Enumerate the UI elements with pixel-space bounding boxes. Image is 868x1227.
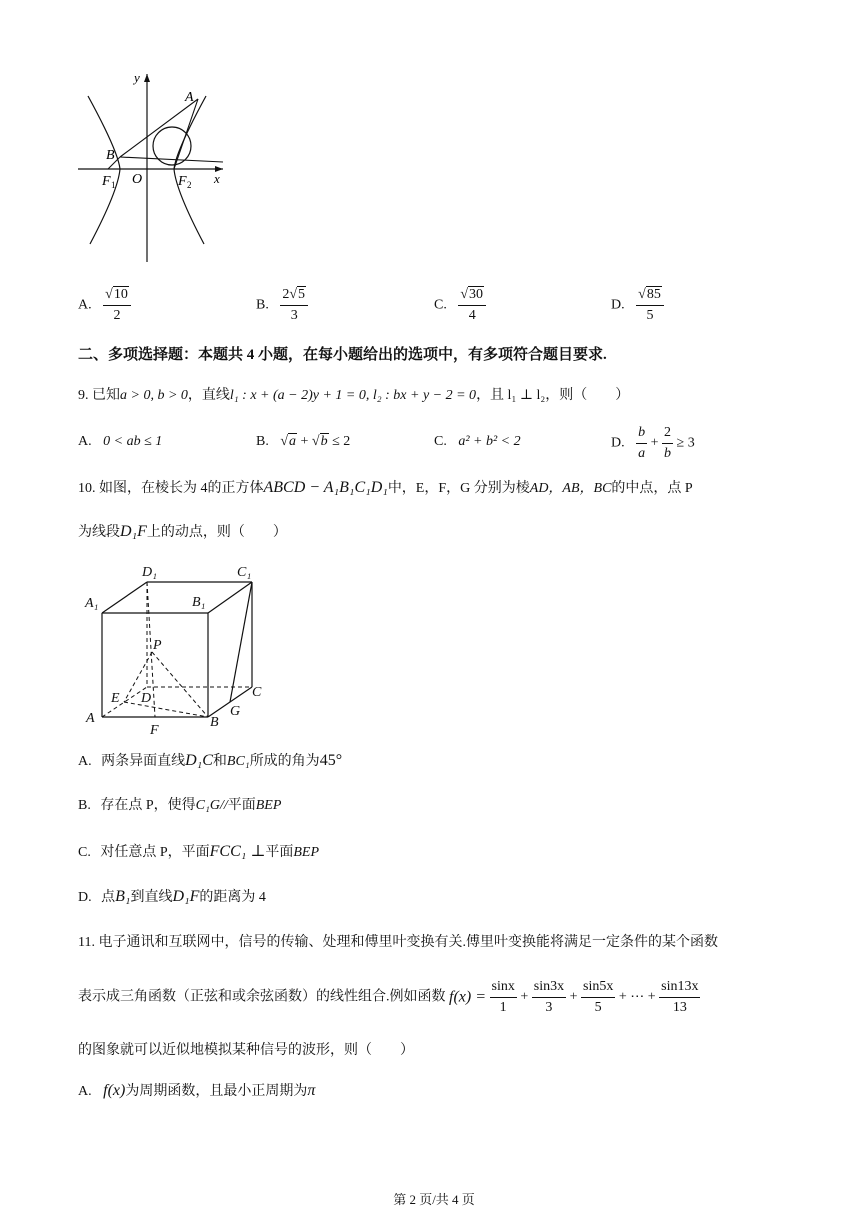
edge-C1B1 bbox=[208, 582, 252, 613]
label-F: F bbox=[150, 723, 159, 738]
label-A: A bbox=[185, 90, 194, 105]
label-D: D bbox=[141, 691, 152, 706]
label-x: x bbox=[214, 171, 220, 186]
label-G: G bbox=[230, 704, 241, 719]
hyperbola-left-branch bbox=[88, 96, 120, 244]
label-C: C bbox=[252, 685, 262, 700]
cube-figure bbox=[80, 560, 280, 740]
q10-option-a[interactable]: A. 两条异面直线D₁C和BC₁所成的角为45° bbox=[78, 752, 343, 769]
line-BA bbox=[120, 99, 198, 157]
segment-C1G bbox=[230, 582, 252, 702]
q9-option-c[interactable]: C. a² + b² < 2 bbox=[434, 434, 521, 449]
q10-option-c[interactable]: C. 对任意点 P，平面FCC₁ ⊥平面BEP bbox=[78, 843, 320, 860]
q9-stem: 9. 已知a > 0, b > 0，直线l₁ : x + (a − 2)y + 1 = 0, l₂ : bx + y − 2 = 0，且 l₁ ⊥ l₂，则（ ） bbox=[78, 388, 630, 403]
q9-option-d[interactable]: D. $\frac{b}{a}$ + $\frac{2}{b}$ ≥ 3 bbox=[611, 425, 695, 461]
label-D1: D₁ bbox=[142, 565, 157, 580]
label-E: E bbox=[111, 691, 120, 706]
q8-option-b[interactable]: B. $\frac{2√5}{3}$ bbox=[256, 285, 308, 326]
q11-option-a[interactable]: A. f(x)为周期函数，且最小正周期为π bbox=[78, 1082, 316, 1099]
hyperbola-right-branch bbox=[174, 96, 206, 244]
label-P: P bbox=[153, 638, 162, 653]
q10-option-b[interactable]: B. 存在点 P，使得C₁G//平面BEP bbox=[78, 798, 282, 813]
label-A1: A₁ bbox=[85, 596, 99, 611]
q11-stem-line1: 11. 电子通讯和互联网中，信号的传输、处理和傅里叶变换有关.傅里叶变换能将满足一定条件的某个函数 bbox=[78, 935, 718, 950]
q9-option-a[interactable]: A. 0 < ab ≤ 1 bbox=[78, 434, 163, 449]
q11-stem-line2: 表示成三角函数（正弦和或余弦函数）的线性组合.例如函数 f(x) = $\frac{\sin x}{1}$ + $\frac{\sin 3x}{3}$ + $\frac{\sin 5x}{5}$ + ⋯ + $\frac{\sin 13x}{13}$ bbox=[78, 979, 699, 1015]
hyperbola-figure bbox=[78, 66, 238, 266]
line-B-F2 bbox=[120, 157, 223, 162]
label-F2: F bbox=[178, 174, 187, 189]
q11-stem-line3: 的图象就可以近似地模拟某种信号的波形，则（ ） bbox=[78, 1043, 414, 1058]
q10-option-d[interactable]: D. 点B₁到直线D₁F的距离为 4 bbox=[78, 888, 266, 905]
segment-PB-hidden bbox=[152, 652, 208, 717]
q8-option-a[interactable]: A. $\frac{√10}{2}$ bbox=[78, 285, 131, 326]
label-F2-sub: 2 bbox=[187, 180, 192, 190]
label-B1: B₁ bbox=[192, 595, 206, 610]
label-B: B bbox=[106, 148, 115, 163]
label-O: O bbox=[132, 172, 143, 187]
edge-A1D1 bbox=[102, 582, 147, 613]
label-F1: F bbox=[102, 174, 111, 189]
q8-option-d[interactable]: D. $\frac{√85}{5}$ bbox=[611, 285, 664, 326]
label-A: A bbox=[86, 711, 95, 726]
q9-option-b[interactable]: B. √a + √b ≤ 2 bbox=[256, 434, 351, 449]
y-axis-arrow bbox=[144, 74, 150, 82]
q8-option-c[interactable]: C. $\frac{√30}{4}$ bbox=[434, 285, 486, 326]
page-footer: 第 2 页/共 4 页 bbox=[393, 1192, 475, 1207]
section2-title: 二、多项选择题：本题共 4 小题，在每小题给出的选项中，有多项符合题目要求. bbox=[78, 347, 607, 363]
label-F1-sub: 1 bbox=[111, 180, 116, 190]
label-B: B bbox=[210, 715, 219, 730]
q10-stem-line2: 为线段D₁F上的动点，则（ ） bbox=[78, 523, 287, 540]
q10-stem-line1: 10. 如图，在棱长为 4的正方体ABCD − A₁B₁C₁D₁中，E，F，G 分别为棱AD，AB，BC的中点，点 P bbox=[78, 479, 693, 496]
label-y: y bbox=[134, 70, 140, 85]
label-C1: C₁ bbox=[237, 565, 252, 580]
segment-EB-hidden bbox=[124, 702, 208, 717]
